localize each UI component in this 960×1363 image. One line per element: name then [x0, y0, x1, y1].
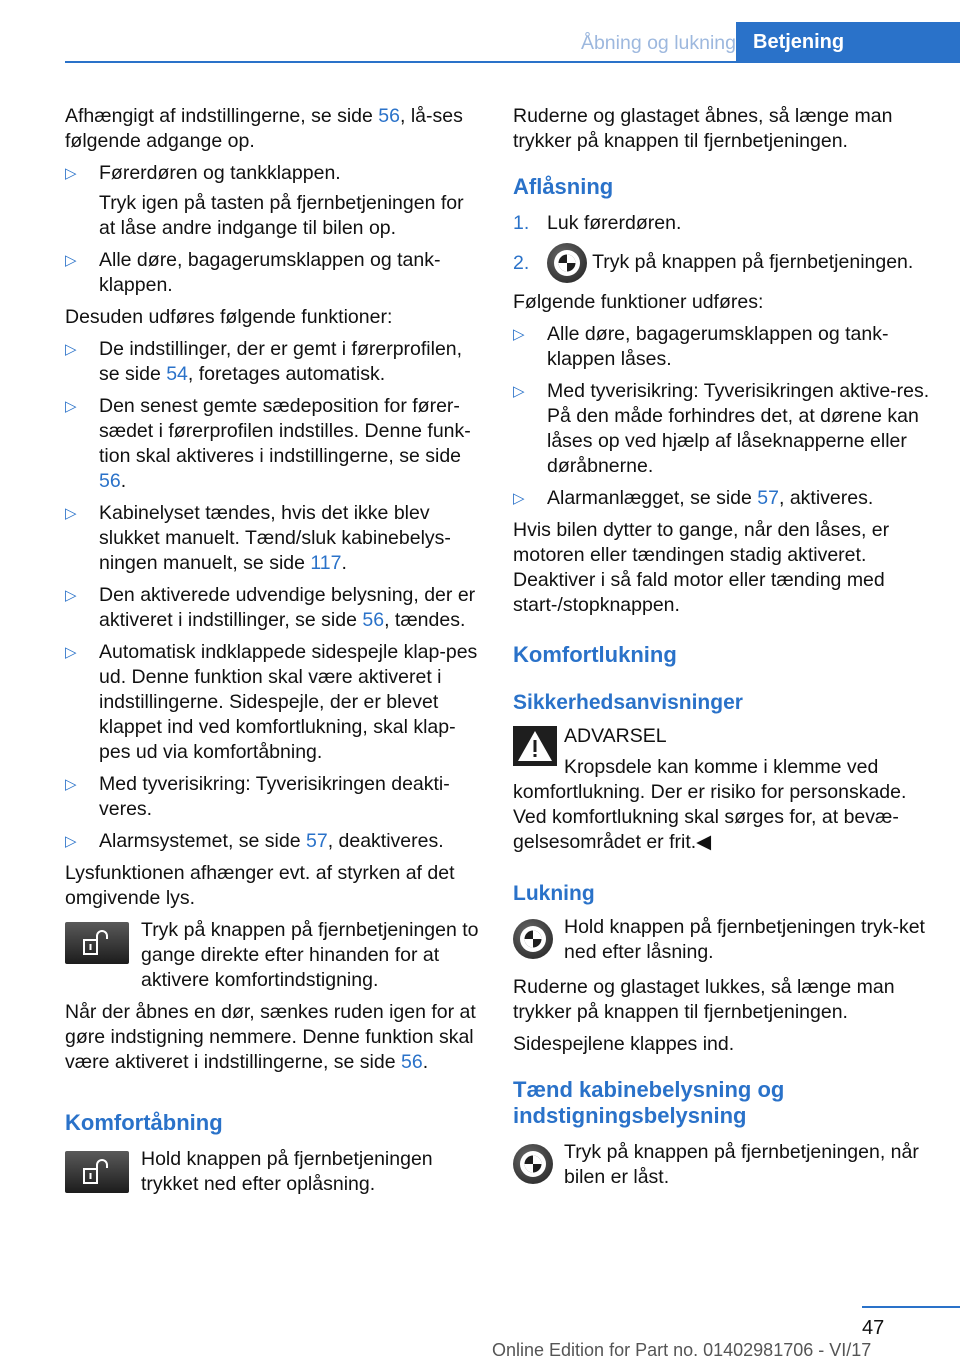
triangle-right-icon: ▷	[65, 252, 77, 269]
header-rule	[65, 61, 960, 63]
paragraph: Når der åbnes en dør, sænkes ruden igen for at gøre indstigning nemmere. Denne funktion skal være aktiveret i indstillingerne, se side 56.	[65, 1001, 476, 1073]
warning-box	[513, 724, 933, 776]
list-item: ▷ De indstillinger, der er gemt i førerprofilen, se side 54, foretages automatisk.	[65, 338, 463, 385]
left-column	[65, 104, 479, 1199]
page-link[interactable]: 57	[305, 830, 328, 852]
page-link[interactable]: 57	[757, 487, 779, 509]
triangle-right-icon: ▷	[65, 833, 77, 850]
triangle-right-icon: ▷	[65, 398, 77, 415]
triangle-right-icon: ▷	[513, 326, 525, 343]
list-item: ▷ Førerdøren og tankklappen.	[65, 162, 341, 184]
remote-instruction: Hold knappen på fjernbetjeningen tryk-ket ned efter låsning.	[513, 915, 933, 967]
triangle-right-icon: ▷	[65, 776, 77, 793]
numbered-step: 2. Tryk på knappen på fjernbetjeningen.	[513, 243, 933, 283]
header-chapter-tab: Betjening	[736, 22, 960, 61]
section-heading: Komfortlukning	[513, 642, 677, 667]
page-link[interactable]: 56	[362, 609, 385, 631]
footer-edition: Online Edition for Part no. 01402981706 - VI/17	[492, 1340, 872, 1360]
remote-instruction: Tryk på knappen på fjernbetjeningen, når bilen er låst.	[513, 1140, 933, 1192]
triangle-right-icon: ▷	[513, 490, 525, 507]
list-item: ▷ Den senest gemte sædeposition for fører-sædet i førerprofilen indstilles. Denne funk-tion skal aktiveres i indstillingerne, se side 56.	[65, 395, 471, 492]
subsection-heading: Sikkerhedsanvisninger	[513, 691, 743, 714]
intro-paragraph: Afhængigt af indstillingerne, se side 56, lå-ses følgende adgange op.	[65, 105, 463, 152]
triangle-right-icon: ▷	[65, 505, 77, 522]
triangle-right-icon: ▷	[65, 587, 77, 604]
section-heading: Komfortåbning	[65, 1110, 223, 1135]
page-link[interactable]: 56	[99, 470, 121, 492]
remote-unlock-icon	[65, 1151, 129, 1193]
list-item: ▷ Alle døre, bagagerumsklappen og tank-klappen låses.	[513, 323, 889, 370]
paragraph: Ruderne og glastaget åbnes, så længe man trykker på knappen til fjernbetjeningen.	[513, 105, 893, 152]
page-link[interactable]: 54	[166, 363, 188, 385]
list-item: ▷ Med tyverisikring: Tyverisikringen aktive-res. På den måde forhindres det, at dørene kan låses op ved hjælp af låseknapperne eller døråbnerne.	[513, 380, 930, 477]
section-heading: Aflåsning	[513, 174, 614, 199]
paragraph: Hvis bilen dytter to gange, når den låses, er motoren eller tændingen stadig aktiveret. Deaktiver i så fald motor eller tænding med start-/stopknappen.	[513, 519, 890, 616]
bmw-key-button-icon	[547, 243, 587, 283]
list-item: ▷ Alle døre, bagagerumsklappen og tank-klappen.	[65, 249, 441, 296]
list-item: ▷ Alarmsystemet, se side 57, deaktiveres.	[65, 830, 444, 852]
bmw-key-button-icon	[513, 919, 553, 959]
footer-rule	[862, 1306, 960, 1308]
remote-instruction: Tryk på knappen på fjernbetjeningen to gange direkte efter hinanden for at aktivere komfortindstigning.	[65, 918, 479, 993]
page-link[interactable]: 56	[378, 105, 400, 127]
section-heading: Tænd kabinebelysning og indstigningsbelysning	[513, 1077, 785, 1128]
list-item: ▷ Den aktiverede udvendige belysning, der er aktiveret i indstillinger, se side 56, tændes.	[65, 584, 476, 631]
paragraph: Ruderne og glastaget lukkes, så længe man trykker på knappen til fjernbetjeningen.	[513, 976, 895, 1023]
triangle-right-icon: ▷	[65, 165, 77, 182]
warning-title: ADVARSEL	[564, 725, 667, 747]
triangle-right-icon: ▷	[65, 341, 77, 358]
list-item: ▷ Kabinelyset tændes, hvis det ikke blev slukket manuelt. Tænd/sluk kabinebelys-ningen manuelt, se side 117.	[65, 502, 451, 574]
page-link[interactable]: 56	[401, 1051, 423, 1073]
remote-instruction: Hold knappen på fjernbetjeningen trykket ned efter oplåsning.	[65, 1147, 479, 1199]
page-number: 47	[862, 1317, 885, 1339]
list-item: ▷ Alarmanlægget, se side 57, aktiveres.	[513, 487, 874, 509]
paragraph: Desuden udføres følgende funktioner:	[65, 306, 393, 328]
page-link[interactable]: 117	[310, 552, 342, 574]
remote-unlock-icon	[65, 922, 129, 964]
warning-triangle-icon	[513, 726, 557, 773]
right-column	[513, 104, 933, 1192]
paragraph: Lysfunktionen afhænger evt. af styrken af det omgivende lys.	[65, 862, 455, 909]
header-section-title: Åbning og lukning	[580, 32, 736, 54]
triangle-right-icon: ▷	[513, 383, 525, 400]
paragraph: Følgende funktioner udføres:	[513, 291, 764, 313]
list-item: ▷ Med tyverisikring: Tyverisikringen deakti-veres.	[65, 773, 450, 820]
list-item: ▷ Automatisk indklappede sidespejle klap-pes ud. Denne funktion skal være aktiveret i indstillingerne. Sidespejle, der er blevet klappet ind ved komfortlukning, skal klap-pes ud via komfortåbning.	[65, 641, 478, 763]
triangle-right-icon: ▷	[65, 644, 77, 661]
list-item-note: Tryk igen på tasten på fjernbetjeningen for at låse andre indgange til bilen op.	[99, 192, 464, 239]
paragraph: Sidespejlene klappes ind.	[513, 1033, 735, 1055]
warning-text: Kropsdele kan komme i klemme ved komfortlukning. Der er risiko for personskade. Ved komfortlukning skal sørges for, at bevæ-gelsesområdet er frit.◀	[513, 756, 907, 853]
bmw-key-button-icon	[513, 1144, 553, 1184]
subsection-heading: Lukning	[513, 882, 595, 905]
numbered-step: 1. Luk førerdøren.	[513, 212, 682, 234]
